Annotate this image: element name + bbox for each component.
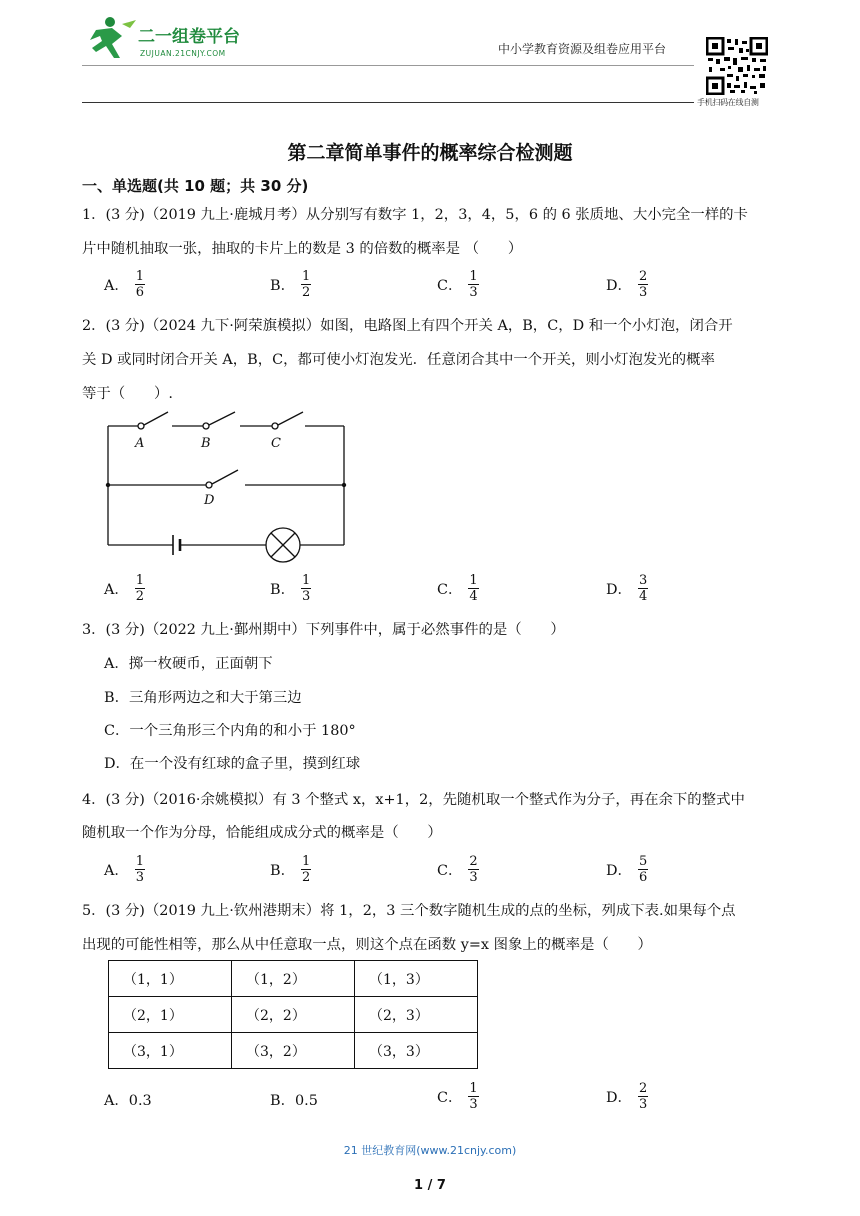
table-row [109,961,478,997]
q2-option-c[interactable] [437,574,479,603]
option-label: A． [104,582,129,598]
table-cell: （1，3） [355,961,478,997]
q4-option-b[interactable] [270,855,311,884]
q5-option-b[interactable]: B．0.5 [270,1093,318,1109]
footer-link[interactable]: 21 世纪教育网(www.21cnjy.com) [343,1144,517,1157]
q4-option-c[interactable] [437,855,479,884]
q4-line1: 4．(3 分)（2016·余姚模拟）有 3 个整式 x，x+1，2，先随机取一个整式作为分子，再在余下的整式中 [82,792,745,808]
option-label: C． [437,1090,463,1106]
switch-label-b: B [201,436,211,451]
option-label: D． [606,1090,632,1106]
fraction: $\frac{1}{6}$ [135,269,145,300]
q1-option-c[interactable] [437,270,479,299]
option-label: B． [270,278,295,294]
logo-text: 二一组卷平台 [138,27,240,47]
q2-line3: 等于（ ）. [82,386,173,402]
q4-option-a[interactable] [104,855,145,884]
qr-code-icon[interactable] [706,37,768,95]
q4-line2: 随机取一个作为分母，恰能组成成分式的概率是（ ） [82,825,442,841]
page-title: 第二章简单事件的概率综合检测题 [287,142,573,164]
section-heading: 一、单选题(共 10 题；共 30 分) [82,177,309,195]
option-label: C． [437,582,463,598]
platform-name: 中小学教育资源及组卷应用平台 [498,42,667,56]
fraction: $\frac{2}{3}$ [638,269,648,300]
runner-logo-icon [82,14,272,64]
qr-caption: 手机扫码在线自测 [697,98,759,107]
table-row [109,1033,478,1069]
fraction: $\frac{1}{3}$ [301,573,311,604]
option-label: D． [606,863,632,879]
table-cell: （2，1） [109,997,232,1033]
q2-line1: 2．(3 分)（2024 九下·阿荣旗模拟）如图，电路图上有四个开关 A，B，C，D 和一个小灯泡，闭合开 [82,318,733,334]
option-label: D． [606,278,632,294]
fraction: $\frac{1}{2}$ [301,269,311,300]
logo-url-text: ZUJUAN.21CNJY.COM [140,49,226,58]
fraction: $\frac{1}{4}$ [469,573,478,604]
site-logo[interactable] [82,14,272,64]
q3-option-a[interactable]: A．掷一枚硬币，正面朝下 [104,656,273,672]
option-label: C． [437,278,463,294]
table-row [109,997,478,1033]
q1-line1: 1．(3 分)（2019 九上·鹿城月考）从分别写有数字 1，2，3，4，5，6 的 6 张质地、大小完全一样的卡 [82,207,748,223]
fraction: $\frac{1}{3}$ [135,854,145,885]
fraction: $\frac{5}{6}$ [638,854,648,885]
table-cell: （2，2） [232,997,355,1033]
option-label: A． [104,278,129,294]
fraction: $\frac{2}{3}$ [469,854,478,885]
q3-option-c[interactable]: C．一个三角形三个内角的和小于 180° [104,723,356,739]
table-cell: （2，3） [355,997,478,1033]
option-label: B． [270,582,295,598]
option-label: A． [104,863,129,879]
q2-option-b[interactable] [270,574,311,603]
table-cell: （1，1） [109,961,232,997]
q5-line1: 5．(3 分)（2019 九上·钦州港期末）将 1，2，3 三个数字随机生成的点的坐标，列成下表.如果每个点 [82,903,736,919]
q1-line2: 片中随机抽取一张，抽取的卡片上的数是 3 的倍数的概率是 （ ） [82,241,523,257]
coordinate-table [108,960,478,1069]
header-thin-rule [82,65,694,66]
q5-option-c[interactable] [437,1082,479,1111]
header-rule [82,102,694,103]
fraction: $\frac{1}{2}$ [301,854,311,885]
q1-option-a[interactable] [104,270,145,299]
q3-line1: 3．(3 分)（2022 九上·鄞州期中）下列事件中，属于必然事件的是（ ） [82,622,565,638]
switch-label-c: C [271,436,281,451]
q4-option-d[interactable] [606,855,648,884]
q1-option-d[interactable] [606,270,648,299]
switch-label-a: A [135,436,145,451]
fraction: $\frac{1}{3}$ [469,1081,478,1112]
circuit-diagram [100,404,356,564]
option-label: C． [437,863,463,879]
fraction: $\frac{1}{3}$ [469,269,478,300]
fraction: $\frac{3}{4}$ [638,573,648,604]
q3-option-b[interactable]: B．三角形两边之和大于第三边 [104,690,302,706]
q2-line2: 关 D 或同时闭合开关 A，B，C，都可使小灯泡发光．任意闭合其中一个开关，则小灯泡发光的概率 [82,352,715,368]
page-number: 1 / 7 [414,1178,446,1193]
option-label: D． [606,582,632,598]
q2-option-a[interactable] [104,574,145,603]
table-cell: （1，2） [232,961,355,997]
q3-option-d[interactable]: D．在一个没有红球的盒子里，摸到红球 [104,756,361,772]
table-cell: （3，1） [109,1033,232,1069]
fraction: $\frac{2}{3}$ [638,1081,648,1112]
option-label: B． [270,863,295,879]
q2-option-d[interactable] [606,574,648,603]
fraction: $\frac{1}{2}$ [135,573,145,604]
q1-option-b[interactable] [270,270,311,299]
q5-line2: 出现的可能性相等，那么从中任意取一点，则这个点在函数 y=x 图象上的概率是（ ） [82,937,652,953]
q5-option-a[interactable]: A．0.3 [104,1093,152,1109]
switch-label-d: D [204,493,215,508]
table-cell: （3，3） [355,1033,478,1069]
table-cell: （3，2） [232,1033,355,1069]
q5-option-d[interactable] [606,1082,648,1111]
